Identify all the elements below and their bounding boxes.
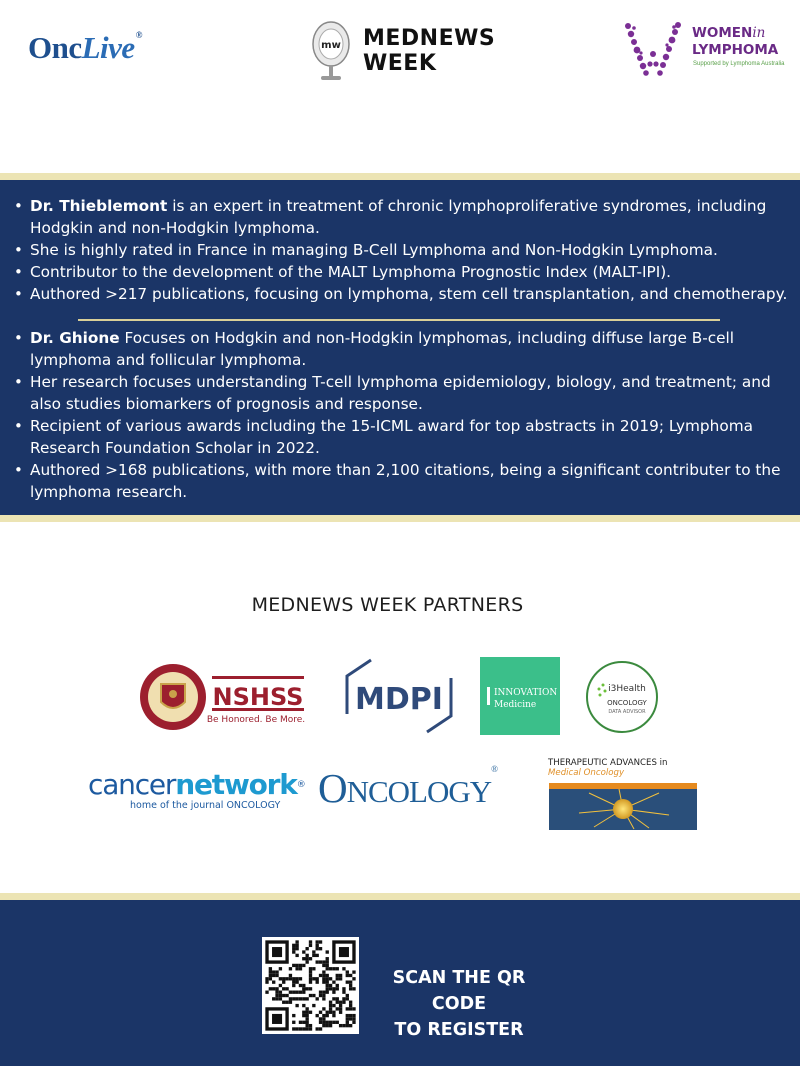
- list-item: • Dr. Ghione Focuses on Hodgkin and non-Hodgkin lymphomas, including diffuse large B-cell lymphoma and follicular lymphoma.: [14, 327, 794, 371]
- wil-supported: Supported by Lymphoma Australia: [693, 61, 785, 67]
- nshss-name: NSHSS: [212, 683, 304, 711]
- gold-stripe-footer: [0, 893, 800, 900]
- tao-line1: THERAPEUTIC ADVANCES in: [548, 758, 668, 768]
- onclive-logo-onc: Onc: [28, 30, 82, 65]
- mednews-week-title: [363, 26, 495, 76]
- list-item: • Dr. Thieblemont is an expert in treatment of chronic lymphoproliferative syndromes, including Hodgkin and non-Hodgkin lymphoma.: [14, 195, 794, 239]
- cell-image-icon: [549, 783, 697, 830]
- gold-stripe-top: [0, 173, 800, 180]
- speaker-info-panel: [0, 180, 800, 515]
- list-item: • Authored >168 publications, with more than 2,100 citations, being a significant contributer to the lymphoma research.: [14, 459, 794, 503]
- list-item: • Her research focuses understanding T-cell lymphoma epidemiology, biology, and treatment; and also studies biomarkers of prognosis and response.: [14, 371, 794, 415]
- i3health-name: i3Health: [608, 684, 646, 694]
- microphone-icon: [308, 20, 354, 84]
- women-in-lymphoma-logo[interactable]: [622, 20, 792, 80]
- mednews-title-line2: WEEK: [363, 51, 437, 76]
- list-item: • Contributor to the development of the MALT Lymphoma Prognostic Index (MALT-IPI).: [14, 261, 794, 283]
- i3health-line1: ONCOLOGY: [607, 699, 647, 707]
- svg-text:mw: mw: [321, 40, 341, 51]
- partners-title: MEDNEWS WEEK PARTNERS: [251, 594, 524, 616]
- gold-stripe-bottom: [0, 515, 800, 522]
- oncology-logo[interactable]: ONCOLOGY®: [318, 764, 498, 811]
- innovation-bar: [487, 687, 490, 705]
- ghione-bullets: [14, 327, 794, 503]
- nshss-logo[interactable]: [139, 658, 305, 736]
- list-item: • Authored >217 publications, focusing on lymphoma, stem cell transplantation, and chemotherapy.: [14, 283, 794, 305]
- scan-qr-text: [364, 965, 554, 1043]
- header-logos: [0, 0, 800, 170]
- section-divider: [78, 319, 720, 321]
- scan-line1: SCAN THE QR CODE: [392, 968, 526, 1014]
- onclive-logo-live: Live: [81, 30, 135, 65]
- tao-line2: Medical Oncology: [548, 768, 625, 778]
- i3health-logo[interactable]: [585, 660, 659, 734]
- i3health-badge-icon: [585, 660, 659, 734]
- scan-line2: TO REGISTER: [394, 1020, 524, 1040]
- footer: [0, 900, 800, 1066]
- cancernetwork-wordmark: cancernetwork®: [88, 768, 305, 801]
- wil-line2: LYMPHOMA: [692, 42, 779, 58]
- mdpi-logo[interactable]: [337, 656, 461, 736]
- therapeutic-advances-logo[interactable]: [548, 758, 698, 830]
- thieblemont-bullets: [14, 195, 794, 305]
- wil-line1: WOMENin: [692, 25, 766, 41]
- cancernetwork-sub: home of the journal ONCOLOGY: [130, 800, 281, 811]
- list-item: • She is highly rated in France in managing B-Cell Lymphoma and Non-Hodgkin Lymphoma.: [14, 239, 794, 261]
- nshss-tagline: Be Honored. Be More.: [206, 715, 305, 725]
- mdpi-hexagon-icon: [337, 656, 461, 736]
- cancernetwork-logo[interactable]: [88, 770, 303, 814]
- onclive-logo[interactable]: [28, 30, 142, 66]
- innovation-text: INNOVATION Medicine: [494, 688, 558, 710]
- mednews-week-logo[interactable]: [308, 20, 508, 84]
- mednews-title-line1: MEDNEWS: [363, 26, 496, 51]
- mdpi-name: MDPI: [355, 682, 443, 717]
- innovation-medicine-logo[interactable]: [480, 657, 560, 735]
- nshss-seal-icon: [139, 658, 305, 736]
- i3health-line2: DATA ADVISOR: [608, 709, 646, 715]
- w-mark-icon: [622, 20, 686, 80]
- list-item: • Recipient of various awards including the 15-ICML award for top abstracts in 2019; Lymphoma Research Foundation Scholar in 2022.: [14, 415, 794, 459]
- registered-mark: ®: [135, 30, 142, 40]
- qr-code-icon[interactable]: [262, 937, 359, 1034]
